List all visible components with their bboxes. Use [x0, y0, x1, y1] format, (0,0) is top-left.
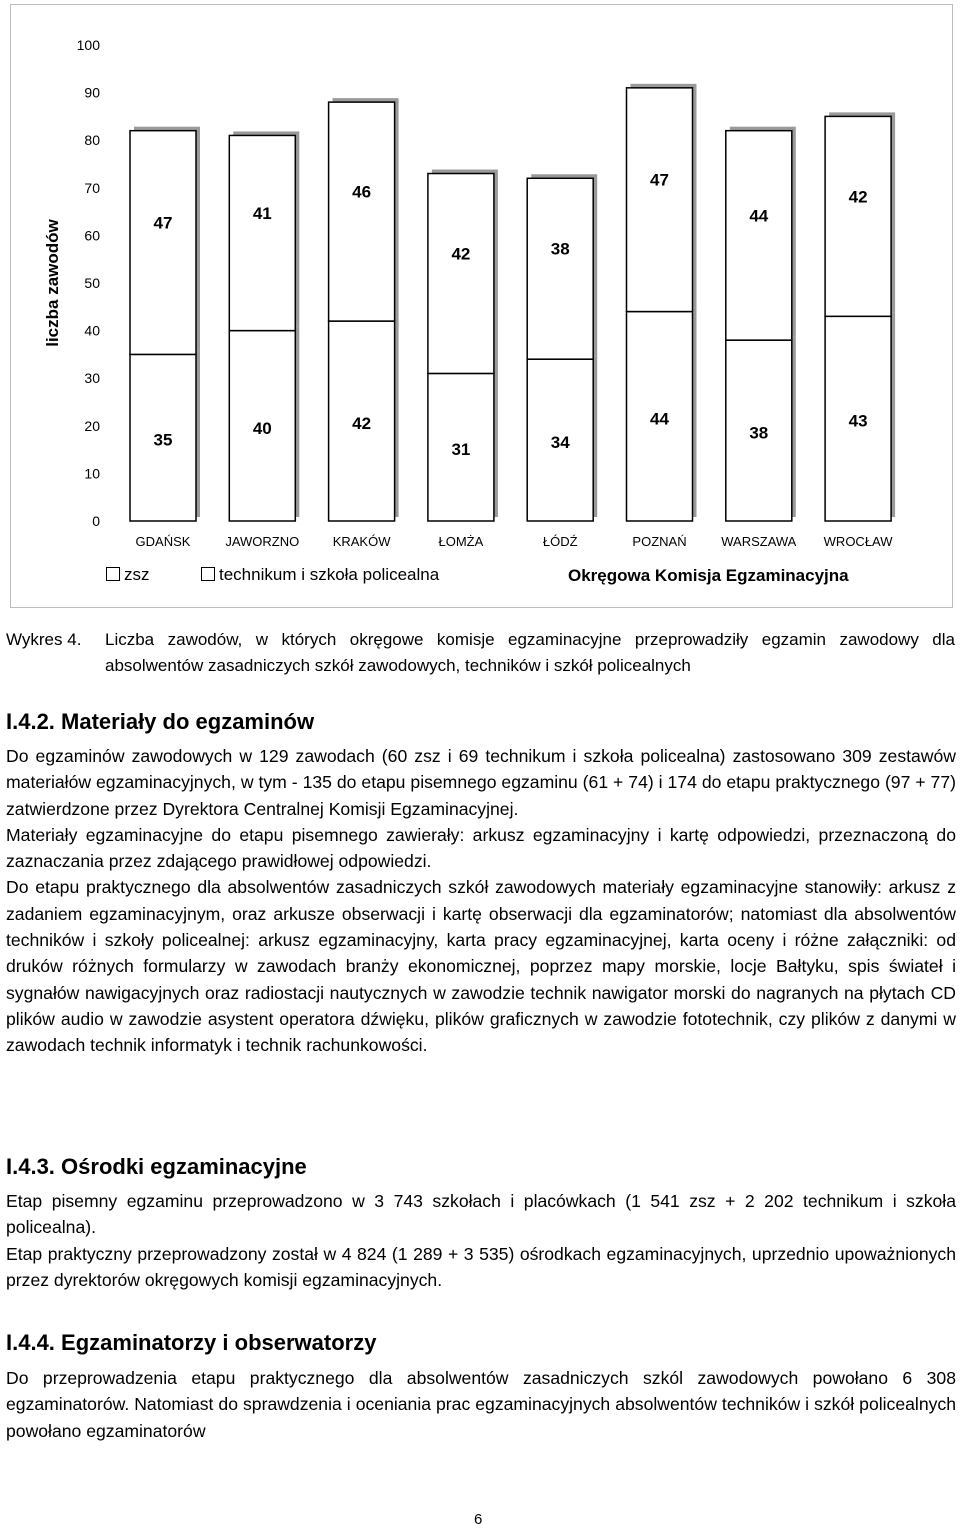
paragraph: Do etapu praktycznego dla absolwentów zasadniczych szkół zawodowych materiały egzaminacyjne stanowiły: arkusz z zadaniem egzaminacyjnym, oraz arkusze obserwacji i kartę obserwacji dla egzaminatorów; natomiast dla absolwentów techników i szkoły policealnej: arkusz egzaminacyjny, karta pracy egzaminacyjnej, karta oceny i różne załączniki: od druków różnych formularzy w zawodach branży ekonomicznej, poprzez mapy morskie, locje Bałtyku, spis świateł i sygnałów nawigacyjnych oraz radiostacji nautycznych w zawodzie technik nawigator morski do nagranych na płytach CD plików audio w zawodzie asystent operatora dźwięku, plików graficznych w zawodzie fototechnik, czy plików z danymi w zawodach technik informatyk i technik rachunkowości.	[6, 877, 956, 1056]
bar-segment-technikum	[726, 131, 792, 340]
data-label: 38	[550, 239, 570, 259]
chart-footer-label: Okręgowa Komisja Egzaminacyjna	[568, 566, 849, 585]
y-axis-label: liczba zawodów	[43, 219, 62, 347]
bar-segment-technikum	[527, 178, 593, 359]
section-egzaminatorzy	[6, 1365, 956, 1444]
legend-label-zsz: zsz	[124, 565, 150, 584]
stacked-bar-chart	[0, 0, 960, 610]
data-label: 41	[252, 204, 272, 224]
data-label: 35	[153, 430, 173, 450]
bar-segment-technikum	[428, 174, 494, 374]
y-tick-label: 20	[84, 417, 100, 434]
x-tick-label: ŁOMŻA	[438, 534, 484, 549]
data-label: 46	[352, 182, 372, 202]
paragraph: Do egzaminów zawodowych w 129 zawodach (60 zsz i 69 technikum i szkoła policealna) zastosowano 309 zestawów materiałów egzaminacyjnych, w tym - 135 do etapu pisemnego egzaminu (61 + 74) i 174 do etapu praktycznego (97 + 77) zatwierdzone przez Dyrektora Centralnej Komisji Egzaminacyjnej.	[6, 746, 956, 819]
data-label: 42	[451, 244, 471, 264]
legend-item-zsz	[106, 565, 150, 585]
y-tick-label: 80	[84, 132, 100, 149]
section-materialy	[6, 743, 956, 1059]
data-label: 44	[749, 206, 769, 226]
caption-label: Wykres 4.	[6, 630, 82, 649]
data-label: 31	[451, 440, 471, 460]
bar-segment-technikum	[627, 88, 693, 312]
section-heading-materialy: I.4.2. Materiały do egzaminów	[6, 709, 315, 734]
data-label: 40	[252, 418, 272, 438]
bar-segment-technikum	[130, 131, 196, 355]
data-label: 42	[848, 187, 868, 207]
paragraph: Materiały egzaminacyjne do etapu pisemnego zawierały: arkusz egzaminacyjny i kartę odpowiedzi, przeznaczoną do zaznaczania przez zdającego prawidłowej odpowiedzi.	[6, 824, 956, 872]
legend-label-technikum: technikum i szkoła policealna	[219, 565, 440, 584]
data-label: 43	[848, 411, 868, 431]
y-tick-label: 100	[76, 37, 100, 53]
paragraph: Etap pisemny egzaminu przeprowadzono w 3 743 szkołach i placówkach (1 541 zsz + 2 202 technikum i szkoła policealna).	[6, 1191, 956, 1238]
data-label: 47	[650, 170, 669, 190]
data-label: 42	[352, 414, 372, 434]
data-label: 34	[550, 433, 570, 453]
data-label: 38	[749, 423, 769, 443]
bar-segment-technikum	[229, 135, 295, 330]
x-tick-label: KRAKÓW	[332, 534, 391, 549]
section-osrodki	[6, 1188, 956, 1293]
bar-segment-technikum	[825, 116, 891, 316]
data-label: 47	[153, 213, 173, 233]
y-tick-label: 0	[92, 513, 100, 529]
section-heading-osrodki: I.4.3. Ośrodki egzaminacyjne	[6, 1154, 307, 1179]
y-tick-label: 10	[84, 465, 100, 482]
y-tick-label: 60	[84, 227, 100, 244]
paragraph: Etap praktyczny przeprowadzony został w 4 824 (1 289 + 3 535) ośrodkach egzaminacyjnych, uprzednio upoważnionych przez dyrektorów okręgowych komisji egzaminacyjnych.	[6, 1243, 956, 1290]
caption-text: Liczba zawodów, w których okręgowe komisje egzaminacyjne przeprowadziły egzamin zawodowy dla absolwentów zasadniczych szkół zawodowych, techników i szkół policealnych	[105, 630, 955, 675]
section-heading-egzaminatorzy: I.4.4. Egzaminatorzy i obserwatorzy	[6, 1330, 377, 1355]
legend-item-technikum	[201, 565, 439, 585]
legend-swatch-icon	[201, 567, 215, 581]
y-tick-label: 50	[84, 275, 100, 291]
legend-swatch-icon	[106, 567, 120, 581]
bar-segment-technikum	[329, 102, 395, 321]
page-number: 6	[474, 1511, 483, 1528]
x-tick-label: POZNAŃ	[632, 534, 687, 549]
x-tick-label: WROCŁAW	[823, 534, 893, 549]
paragraph: Do przeprowadzenia etapu praktycznego dla absolwentów zasadniczych szkól zawodowych powołano 6 308 egzaminatorów. Natomiast do sprawdzenia i oceniania prac egzaminacyjnych absolwentów techników i szkół policealnych powołano egzaminatorów	[6, 1368, 956, 1441]
y-tick-label: 90	[84, 84, 100, 101]
y-tick-label: 40	[84, 322, 100, 339]
x-tick-label: ŁÓDŹ	[542, 534, 578, 549]
y-tick-label: 70	[84, 179, 100, 196]
data-label: 44	[650, 409, 669, 429]
x-tick-label: WARSZAWA	[721, 534, 797, 549]
y-tick-label: 30	[84, 370, 100, 387]
x-tick-label: GDAŃSK	[135, 534, 191, 549]
x-tick-label: JAWORZNO	[225, 534, 300, 549]
